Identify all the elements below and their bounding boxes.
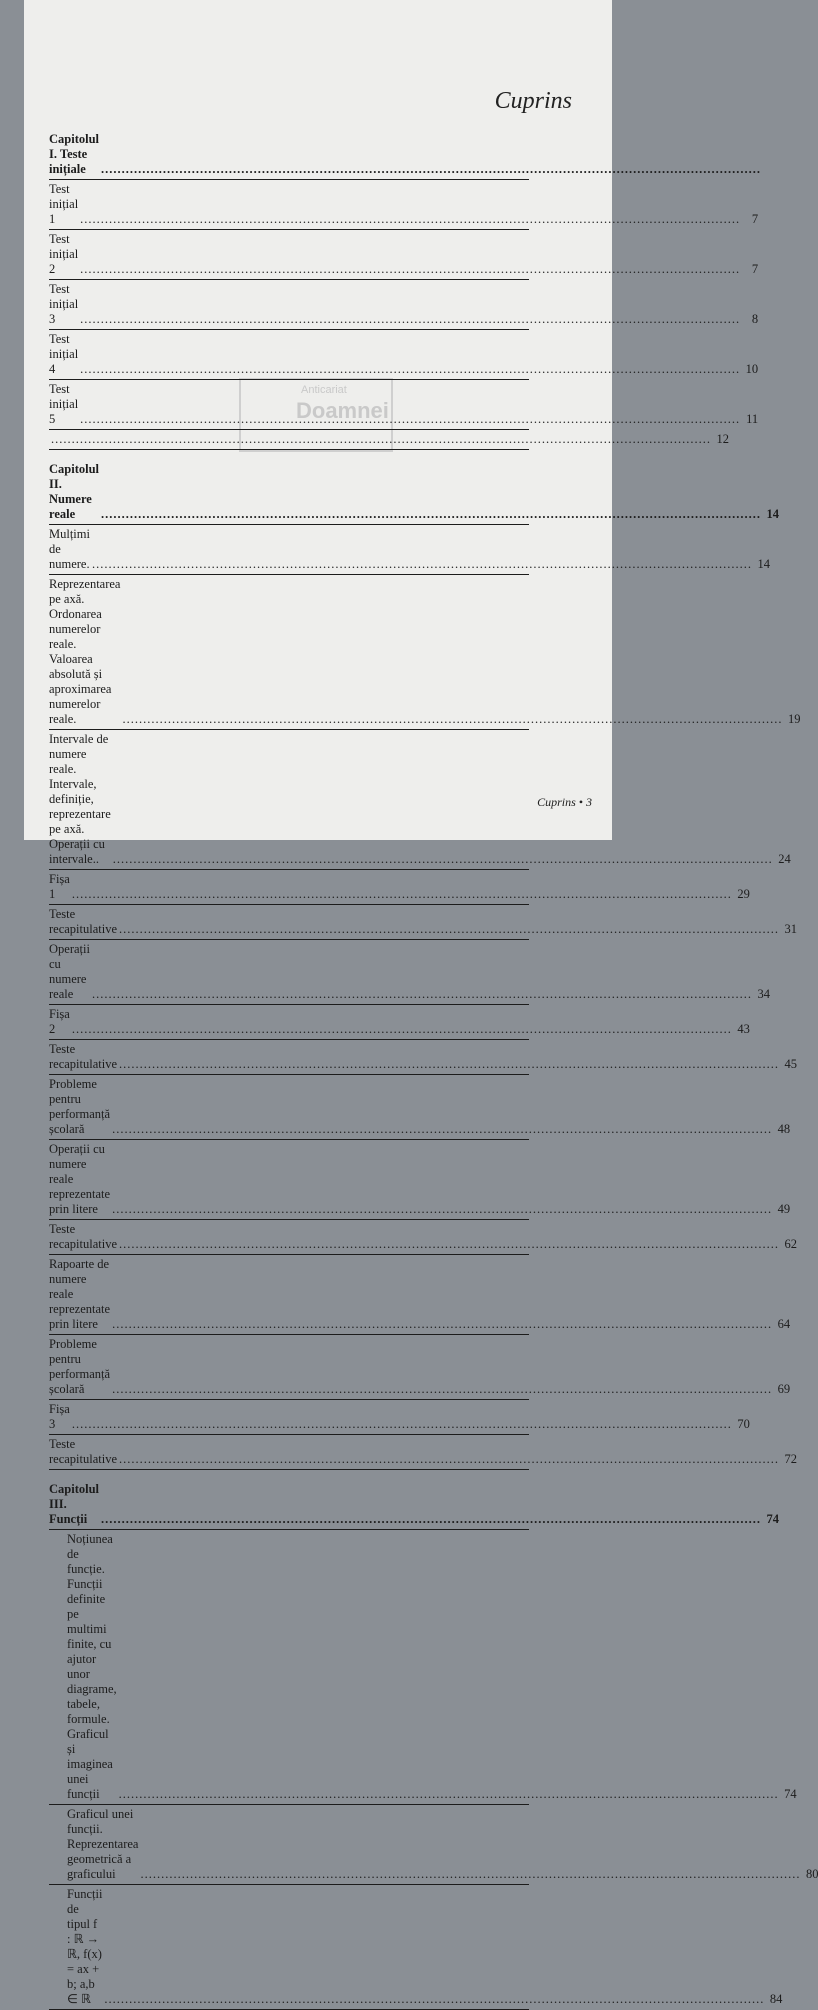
dot-leader xyxy=(104,1992,764,2007)
toc-entry xyxy=(49,1075,791,1140)
toc-entry xyxy=(49,230,759,280)
toc-chapter xyxy=(49,130,759,450)
toc-entry-label: Intervale de numere reale. Intervale, definiție, reprezentare pe axă. Operații cu intervale.. xyxy=(49,732,111,866)
dot-leader xyxy=(119,1787,779,1802)
toc-entry xyxy=(49,575,801,730)
footer-label: Cuprins xyxy=(537,795,576,809)
toc-entry-label: Operații cu numere reale xyxy=(49,942,90,1001)
toc-page-number: 24 xyxy=(778,852,791,866)
toc-entry xyxy=(49,1040,798,1075)
dot-leader xyxy=(119,1452,779,1467)
dot-leader xyxy=(112,1122,772,1137)
toc-page-number: 34 xyxy=(757,987,770,1001)
toc-page-number: 43 xyxy=(737,1022,750,1036)
toc-page-number: 7 xyxy=(751,212,759,226)
toc-page-number: 84 xyxy=(769,1992,783,2006)
toc-entry xyxy=(49,430,729,450)
dot-leader xyxy=(101,507,761,522)
toc-page-number: 48 xyxy=(777,1122,791,1136)
toc-entry-label: Teste recapitulative xyxy=(49,1222,118,1251)
toc-page-number: 74 xyxy=(784,1787,797,1801)
toc-entry-label: Fișa 3 xyxy=(49,1402,70,1431)
toc-page-number: 29 xyxy=(737,887,750,901)
toc-entry-label: Reprezentarea pe axă. Ordonarea numerelor reale. Valoarea absolută și aproximarea numerelor reale. xyxy=(49,577,121,726)
toc-page-number: 64 xyxy=(777,1317,791,1331)
toc-entry xyxy=(49,1005,750,1040)
dot-leader xyxy=(112,1317,772,1332)
dot-leader xyxy=(122,712,782,727)
toc-entry xyxy=(49,525,770,575)
toc-entry-label: Noțiunea de funcție. Funcții definite pe multimi finite, cu ajutor unor diagrame, tabele, formule. Graficul și imaginea unei funcții xyxy=(67,1532,117,1801)
watermark-text-2: Doamnei xyxy=(296,398,389,423)
dot-leader xyxy=(101,162,761,177)
toc-entry xyxy=(49,940,770,1005)
toc-entry xyxy=(49,380,759,430)
page-number: 3 xyxy=(586,795,592,809)
dot-leader xyxy=(80,312,740,327)
dot-leader xyxy=(72,887,732,902)
toc-page-number: 8 xyxy=(751,312,759,326)
toc-entry-label: Probleme pentru performanță școlară xyxy=(49,1077,111,1136)
toc-entry xyxy=(49,870,750,905)
toc-entry xyxy=(49,1255,791,1335)
toc-entry-label: Funcții de tipul f : ℝ → ℝ, f(x) = ax + b; a,b ∈ ℝ xyxy=(67,1887,103,2006)
toc-entry xyxy=(49,1805,818,1885)
toc-chapter xyxy=(49,1480,818,2010)
toc-entry-label: Test inițial 4 xyxy=(49,332,79,376)
dot-leader xyxy=(80,262,740,277)
dot-leader xyxy=(72,1417,732,1432)
toc-page-number: 7 xyxy=(751,262,759,276)
toc-entry-label: Teste recapitulative xyxy=(49,1042,118,1071)
toc-entry-label: Fișa 2 xyxy=(49,1007,70,1036)
dot-leader xyxy=(80,212,740,227)
toc-entry-label: Fișa 1 xyxy=(49,872,70,901)
dot-leader xyxy=(92,987,752,1002)
dot-leader xyxy=(101,1512,761,1527)
dot-leader xyxy=(92,557,752,572)
dot-leader xyxy=(80,412,740,427)
toc-page-number: 74 xyxy=(766,1512,780,1526)
toc-entry xyxy=(49,1220,798,1255)
chapter-heading xyxy=(49,1480,780,1530)
toc-entry xyxy=(49,330,759,380)
toc-entry-label: Capitolul III. Funcții xyxy=(49,1482,100,1526)
toc-entry-label: Rapoarte de numere reale reprezentate prin litere xyxy=(49,1257,111,1331)
toc-entry xyxy=(49,280,759,330)
dot-leader xyxy=(112,1382,772,1397)
toc-page-number: 14 xyxy=(757,557,770,571)
toc-entry-label: Test inițial 3 xyxy=(49,282,79,326)
toc-page-number: 80 xyxy=(805,1867,818,1881)
toc-entry-label: Probleme pentru performanță școlară xyxy=(49,1337,111,1396)
dot-leader xyxy=(51,432,711,447)
toc-page-number: 62 xyxy=(784,1237,798,1251)
toc-entry xyxy=(49,1335,791,1400)
toc-entry-label: Capitolul I. Teste inițiale xyxy=(49,132,100,176)
page-footer: Cuprins • 3 xyxy=(537,795,592,809)
dot-leader xyxy=(119,922,779,937)
toc-page-number: 70 xyxy=(737,1417,750,1431)
dot-leader xyxy=(80,362,740,377)
toc-entry-label: Test inițial 2 xyxy=(49,232,79,276)
toc-page-number: 10 xyxy=(745,362,759,376)
toc-entry xyxy=(49,1140,791,1220)
toc-page-number: 19 xyxy=(787,712,801,726)
toc-page-number: 45 xyxy=(784,1057,798,1071)
toc-entry-label: Test inițial 5 xyxy=(49,382,79,426)
chapter-heading xyxy=(49,130,529,180)
chapter-heading xyxy=(49,460,780,525)
toc-page-number: 49 xyxy=(777,1202,791,1216)
dot-leader xyxy=(72,1022,732,1037)
dot-leader xyxy=(112,1202,772,1217)
toc-entry-label: Mulțimi de numere. xyxy=(49,527,90,571)
toc-entry-label: Operații cu numere reale reprezentate prin litere xyxy=(49,1142,111,1216)
book-page xyxy=(24,0,818,2006)
toc-entry-label: Graficul unei funcții. Reprezentarea geometrică a graficului xyxy=(67,1807,139,1881)
toc-entry xyxy=(49,905,798,940)
toc-page-number: 69 xyxy=(777,1382,791,1396)
toc-page-number: 14 xyxy=(766,507,780,521)
toc-page-number: 12 xyxy=(716,432,729,446)
watermark-text-1: Anticariat xyxy=(301,384,347,396)
page-title: Cuprins xyxy=(494,88,572,114)
toc-entry xyxy=(49,1435,798,1470)
toc-page-number: 31 xyxy=(784,922,798,936)
toc-entry-label: Teste recapitulative xyxy=(49,907,118,936)
toc-entry-label: Teste recapitulative xyxy=(49,1437,118,1466)
toc-entry-label: Test inițial 1 xyxy=(49,182,79,226)
toc-entry xyxy=(49,1530,797,1805)
dot-leader xyxy=(119,1237,779,1252)
toc-page-number: 11 xyxy=(746,412,759,426)
toc-entry xyxy=(49,1885,783,2010)
dot-leader xyxy=(113,852,773,867)
toc-entry xyxy=(49,1400,750,1435)
toc-entry xyxy=(49,180,759,230)
dot-leader xyxy=(119,1057,779,1072)
dot-leader xyxy=(140,1867,800,1882)
toc-entry-label: Capitolul II. Numere reale xyxy=(49,462,100,521)
toc-page-number: 72 xyxy=(784,1452,798,1466)
